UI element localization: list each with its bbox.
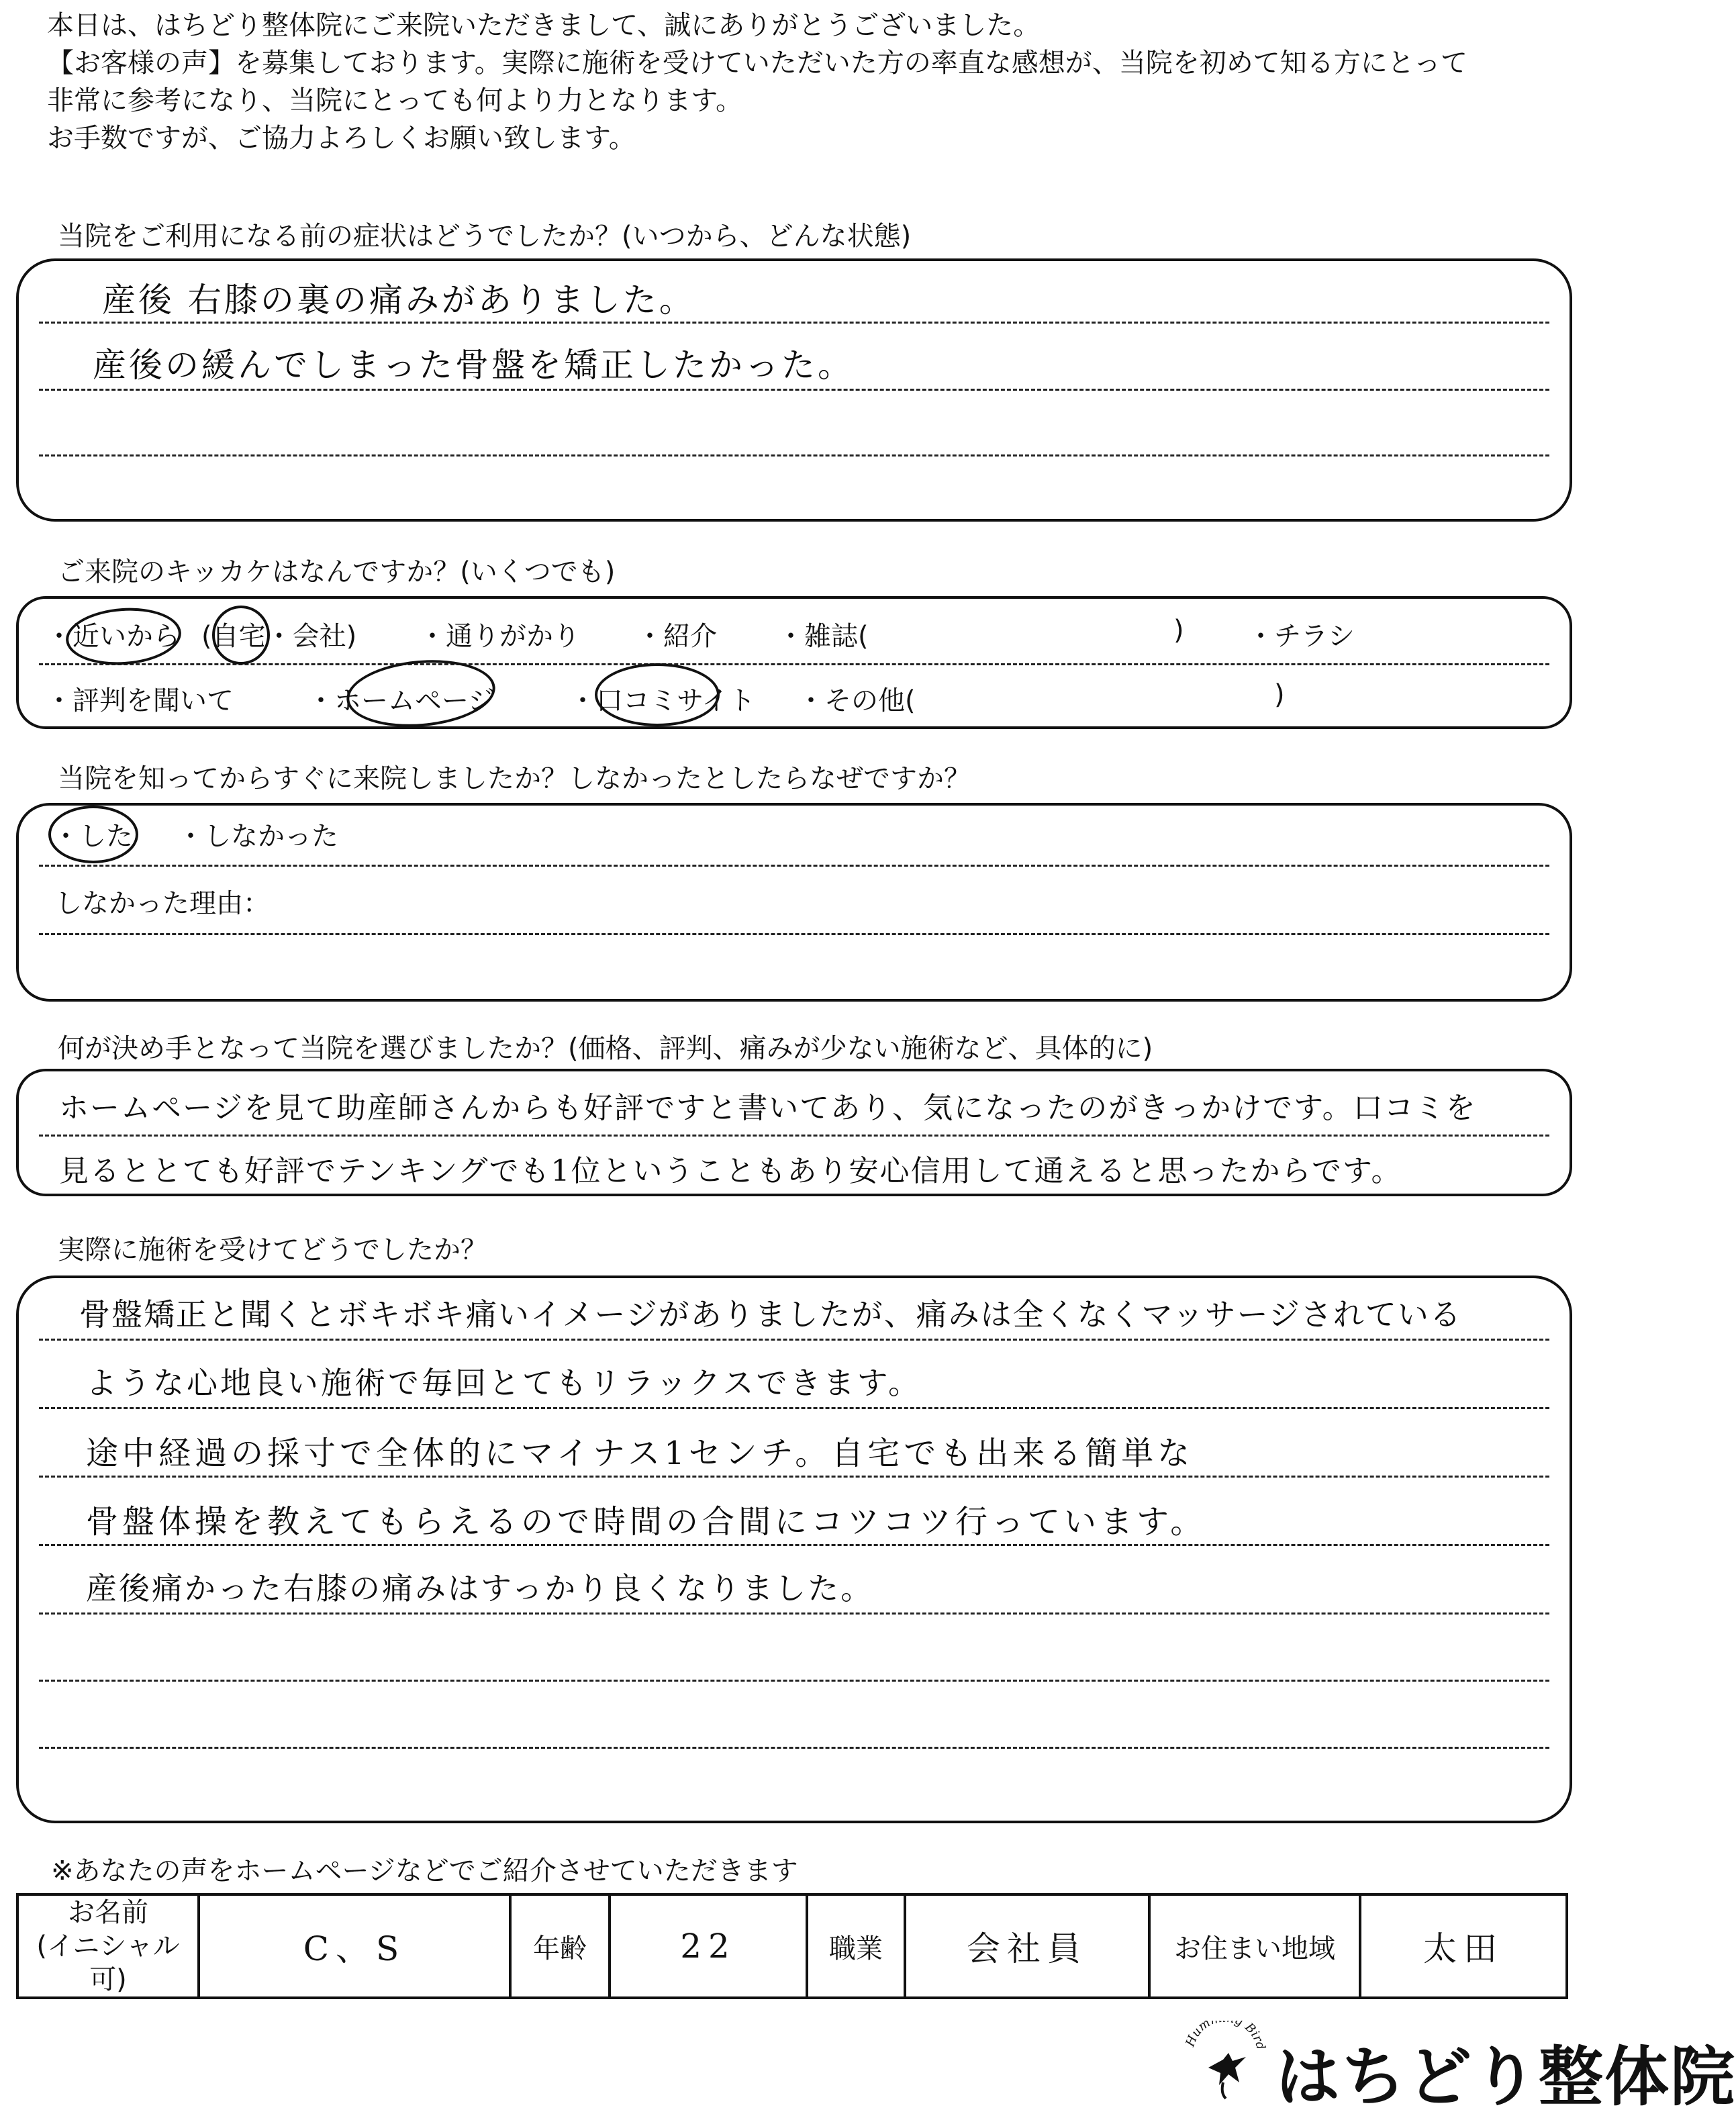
intro-line: お手数ですが、ご協力よろしくお願い致します。 (47, 123, 636, 154)
rule-line (39, 865, 1549, 867)
age-value: 22 (610, 1894, 807, 1998)
rule-line (39, 1135, 1549, 1137)
q4-question: 何が決め手となって当院を選びましたか？(価格、評判、痛みが少ない施術など、具体的に) (58, 1033, 1153, 1064)
q3-question: 当院を知ってからすぐに来院しましたか？しなかったとしたらなぜですか？ (58, 763, 971, 794)
reason-label: しなかった理由： (55, 888, 270, 919)
svg-text:Humming Bird (1183, 2021, 1267, 2051)
area-value: 太田 (1360, 1894, 1567, 1998)
option-magazine-close: ) (1173, 615, 1184, 646)
q1-answer-line: 産後の緩んでしまった骨盤を矯正したかった。 (93, 346, 854, 385)
option-did: ・した (52, 821, 133, 852)
option-referral: ・紹介 (636, 621, 717, 652)
q2-question: ご来院のキッカケはなんですか？(いくつでも) (58, 557, 616, 587)
rule-line (39, 454, 1549, 456)
q5-answer-line: 途中経過の採寸で全体的にマイナス1センチ。自宅でも出来る簡単な (86, 1435, 1194, 1472)
job-label: 職業 (807, 1894, 905, 1998)
footer-notice: ※あなたの声をホームページなどでご紹介させていただきます (51, 1856, 798, 1886)
q5-answer-line: 骨盤矯正と聞くとボキボキ痛いイメージがありましたが、痛みは全くなくマッサージされている (79, 1296, 1462, 1333)
q5-answer-box (16, 1275, 1572, 1823)
rule-line (39, 1544, 1549, 1546)
q5-answer-line: 産後痛かった右膝の痛みはすっかり良くなりました。 (86, 1570, 874, 1606)
q1-question: 当院をご利用になる前の症状はどうでしたか？(いつから、どんな状態) (58, 221, 912, 252)
option-other-close: ) (1274, 679, 1285, 710)
name-label-sub: (イニシャル可) (36, 1931, 180, 1995)
name-label-cell (17, 1894, 199, 1998)
q4-answer-box (16, 1069, 1572, 1196)
age-label: 年齢 (510, 1894, 610, 1998)
area-label: お住まい地域 (1149, 1894, 1360, 1998)
rule-line (39, 1339, 1549, 1341)
intro-line: 本日は、はちどり整体院にご来院いただきまして、誠にありがとうございました。 (47, 10, 1041, 41)
selection-circle (344, 655, 498, 733)
rule-line (39, 1747, 1549, 1749)
q5-question: 実際に施術を受けてどうでしたか？ (58, 1235, 487, 1265)
hummingbird-icon (1182, 2021, 1269, 2101)
selection-circle (595, 663, 720, 726)
selection-circle (48, 806, 138, 863)
q4-answer-line: 見るととても好評でテンキングでも1位ということもあり安心信用して通えると思ったからです。 (59, 1154, 1402, 1188)
rule-line (39, 933, 1549, 935)
option-passing: ・通りがかり (419, 621, 580, 652)
clinic-logo (1182, 2021, 1736, 2115)
q5-answer-line: ような心地良い施術で毎回とてもリラックスできます。 (86, 1365, 922, 1401)
rule-line (39, 389, 1549, 391)
clinic-name: はちどり整体院 (1275, 2039, 1736, 2115)
job-value: 会社員 (905, 1894, 1149, 1998)
option-flyer: ・チラシ (1247, 621, 1355, 652)
logo-script-text: Hum g Bird (1183, 2021, 1268, 2052)
intro-text (47, 7, 1467, 157)
option-reputation: ・評判を聞いて (46, 685, 234, 716)
selection-circle (212, 606, 270, 665)
rule-line (39, 1680, 1549, 1682)
intro-line: 【お客様の声】を募集しております。実際に施術を受けていただいた方の率直な感想が、当院を初めて知る方にとって (47, 48, 1467, 79)
name-label: お名前 (68, 1897, 148, 1928)
q1-answer-line: 産後 右膝の裏の痛みがありました。 (102, 281, 695, 320)
intro-line: 非常に参考になり、当院にとっても何より力となります。 (47, 85, 742, 116)
q4-answer-line: ホームページを見て助産師さんからも好評ですと書いてあり、気になったのがきっかけです。口コミを (59, 1091, 1477, 1125)
q5-answer-line: 骨盤体操を教えてもらえるので時間の合間にコツコツ行っています。 (86, 1503, 1207, 1541)
selection-circle (64, 604, 183, 669)
rule-line (39, 1407, 1549, 1409)
name-value: C、S (199, 1894, 510, 1998)
option-other: ・その他( (798, 685, 916, 716)
rule-line (39, 1612, 1549, 1615)
rule-line (39, 663, 1549, 665)
option-homepage: ・ホームページ (307, 685, 495, 716)
option-magazine: ・雑誌( (777, 621, 869, 652)
q1-answer-box (16, 258, 1572, 522)
respondent-info-table (16, 1893, 1568, 1999)
option-did-not: ・しなかった (177, 821, 338, 852)
rule-line (39, 1476, 1549, 1478)
option-review-site: ・口コミサイト (569, 685, 756, 716)
q2-options-box (16, 596, 1572, 729)
option-home-work: (自宅・会社) (201, 621, 357, 652)
rule-line (39, 322, 1549, 324)
q3-answer-box (16, 803, 1572, 1002)
option-nearby: ・近いから (46, 621, 180, 652)
